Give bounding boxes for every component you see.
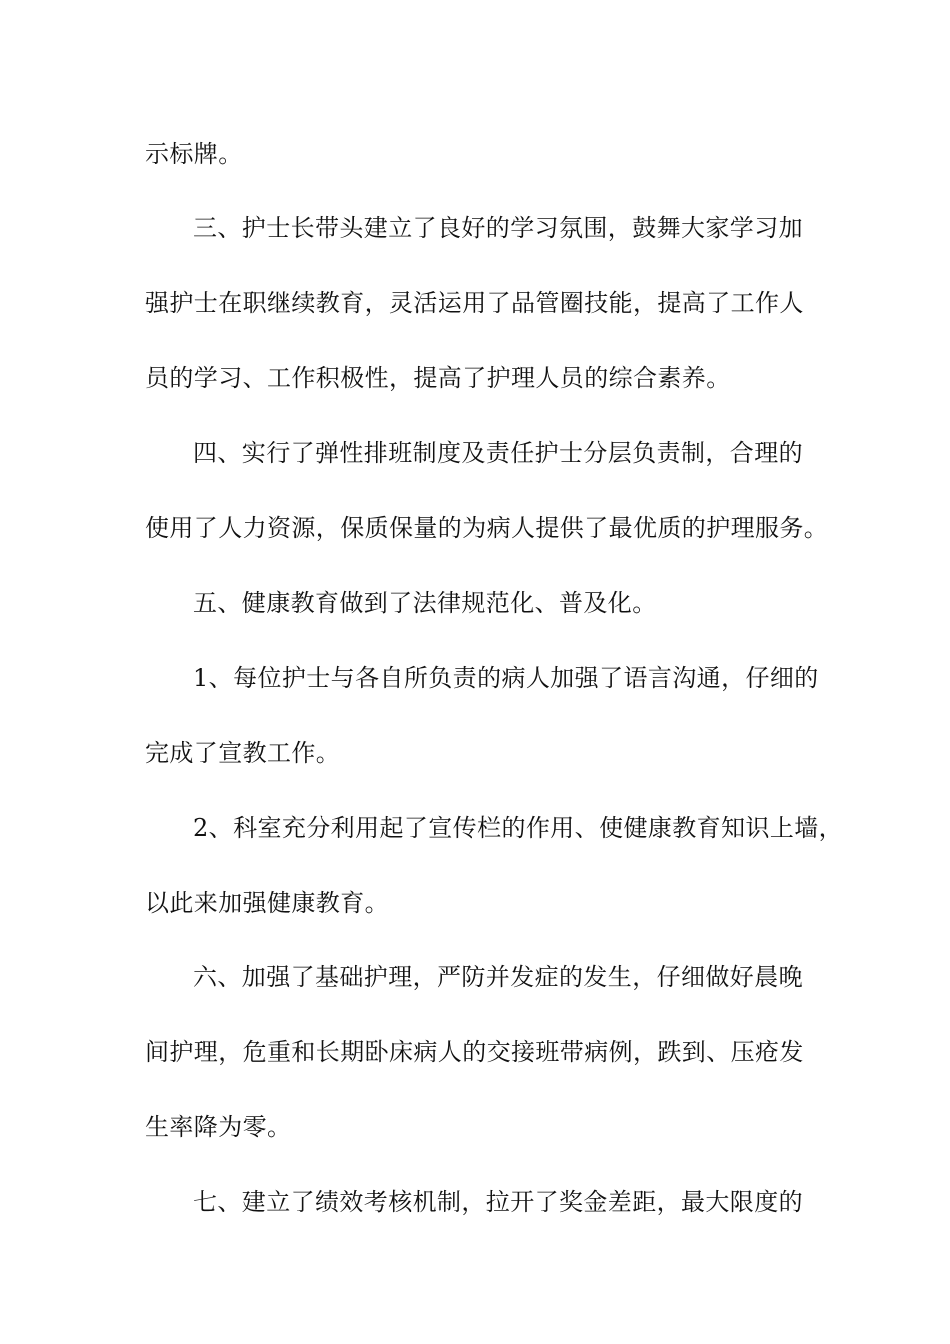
- text-line: 三、护士长带头建立了良好的学习氛围，鼓舞大家学习加: [193, 214, 803, 242]
- text-line: 1、每位护士与各自所负责的病人加强了语言沟通，仔细的: [193, 664, 819, 692]
- text-line: 员的学习、工作积极性，提高了护理人员的综合素养。: [145, 364, 731, 392]
- text-line: 使用了人力资源，保质保量的为病人提供了最优质的护理服务。: [145, 514, 829, 542]
- text-line: 以此来加强健康教育。: [145, 889, 389, 917]
- text-line: 七、建立了绩效考核机制，拉开了奖金差距，最大限度的: [193, 1188, 803, 1216]
- text-line: 五、健康教育做到了法律规范化、普及化。: [193, 589, 657, 617]
- text-line: 2、科室充分利用起了宣传栏的作用、使健康教育知识上墙，: [193, 814, 844, 842]
- text-line: 完成了宣教工作。: [145, 739, 341, 767]
- text-line: 生率降为零。: [145, 1113, 292, 1141]
- text-line: 四、实行了弹性排班制度及责任护士分层负责制，合理的: [193, 439, 803, 467]
- text-line: 间护理，危重和长期卧床病人的交接班带病例，跌到、压疮发: [145, 1038, 804, 1066]
- text-line: 示标牌。: [145, 140, 243, 168]
- text-line: 强护士在职继续教育，灵活运用了品管圈技能，提高了工作人: [145, 289, 804, 317]
- text-line: 六、加强了基础护理，严防并发症的发生，仔细做好晨晚: [193, 963, 803, 991]
